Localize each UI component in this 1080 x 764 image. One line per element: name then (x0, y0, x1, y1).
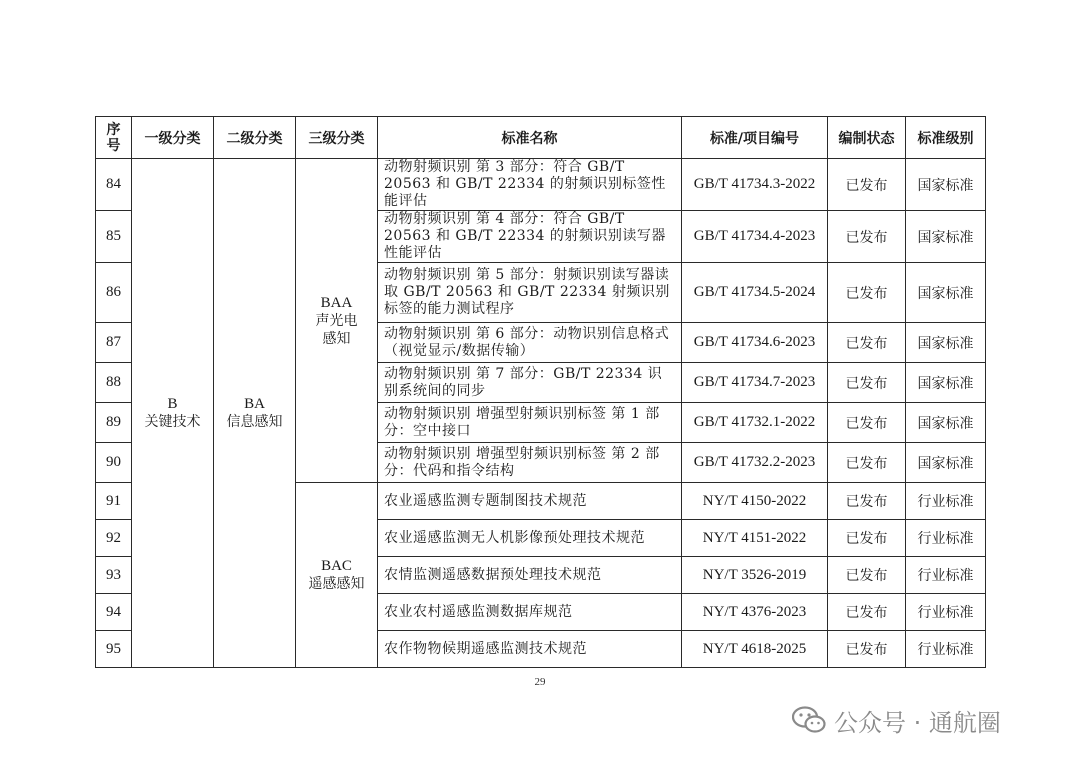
watermark-text: 公众号 · 通航圈 (834, 708, 1001, 737)
row-seq: 84 (96, 159, 132, 211)
row-seq: 94 (96, 594, 132, 631)
row-grade: 国家标准 (906, 211, 986, 263)
row-standard-name: 农业农村遥感监测数据库规范 (378, 594, 682, 631)
row-grade: 行业标准 (906, 520, 986, 557)
table-header-row (96, 117, 986, 159)
row-seq: 91 (96, 483, 132, 520)
row-grade: 行业标准 (906, 631, 986, 668)
row-status: 已发布 (828, 323, 906, 363)
row-standard-name: 农情监测遥感数据预处理技术规范 (378, 557, 682, 594)
row-status: 已发布 (828, 403, 906, 443)
level3-category-bac-code: BAC (321, 558, 352, 574)
row-seq: 95 (96, 631, 132, 668)
watermark (792, 702, 1001, 738)
standards-table (95, 116, 986, 668)
row-grade: 国家标准 (906, 443, 986, 483)
row-seq: 89 (96, 403, 132, 443)
level2-category-code: BA (244, 396, 265, 412)
row-standard-code: GB/T 41734.7-2023 (682, 363, 828, 403)
row-standard-name: 农作物物候期遥感监测技术规范 (378, 631, 682, 668)
row-grade: 国家标准 (906, 363, 986, 403)
row-standard-code: GB/T 41734.3-2022 (682, 159, 828, 211)
row-standard-name: 动物射频识别 第 3 部分：符合 GB/T 20563 和 GB/T 22334 的射频识别标签性能评估 (378, 159, 682, 211)
header-level1: 一级分类 (132, 117, 214, 159)
row-grade: 国家标准 (906, 263, 986, 323)
header-seq-part: 序 (106, 121, 121, 138)
row-standard-name: 动物射频识别 第 5 部分：射频识别读写器读取 GB/T 20563 和 GB/T 22334 射频识别标签的能力测试程序 (378, 263, 682, 323)
row-status: 已发布 (828, 483, 906, 520)
level1-category (132, 159, 214, 668)
row-standard-name: 农业遥感监测专题制图技术规范 (378, 483, 682, 520)
table-body (96, 159, 986, 668)
row-seq: 92 (96, 520, 132, 557)
row-standard-name: 农业遥感监测无人机影像预处理技术规范 (378, 520, 682, 557)
row-grade: 国家标准 (906, 159, 986, 211)
header-level2: 二级分类 (214, 117, 296, 159)
header-standard-code: 标准/项目编号 (682, 117, 828, 159)
table-row (96, 159, 986, 211)
row-grade: 行业标准 (906, 594, 986, 631)
row-standard-code: GB/T 41732.1-2022 (682, 403, 828, 443)
row-seq: 87 (96, 323, 132, 363)
row-status: 已发布 (828, 159, 906, 211)
row-status: 已发布 (828, 363, 906, 403)
row-standard-name: 动物射频识别 第 6 部分：动物识别信息格式（视觉显示/数据传输） (378, 323, 682, 363)
level1-category-code: B (167, 396, 178, 412)
row-status: 已发布 (828, 211, 906, 263)
level3-category-baa-label: 感知 (322, 330, 351, 347)
level3-category-bac (296, 483, 378, 668)
row-grade: 行业标准 (906, 483, 986, 520)
header-level3: 三级分类 (296, 117, 378, 159)
level2-category-label: 信息感知 (226, 414, 283, 430)
level3-category-baa (296, 159, 378, 483)
row-standard-code: NY/T 4376-2023 (682, 594, 828, 631)
header-seq (96, 117, 132, 159)
row-standard-code: NY/T 4150-2022 (682, 483, 828, 520)
row-grade: 国家标准 (906, 323, 986, 363)
header-grade: 标准级别 (906, 117, 986, 159)
row-grade: 行业标准 (906, 557, 986, 594)
row-standard-code: GB/T 41734.4-2023 (682, 211, 828, 263)
row-status: 已发布 (828, 443, 906, 483)
row-standard-code: NY/T 3526-2019 (682, 557, 828, 594)
level3-category-bac-label: 遥感感知 (308, 576, 365, 592)
row-seq: 86 (96, 263, 132, 323)
row-standard-code: NY/T 4618-2025 (682, 631, 828, 668)
row-standard-code: GB/T 41734.5-2024 (682, 263, 828, 323)
header-standard-name: 标准名称 (378, 117, 682, 159)
wechat-icon (792, 706, 826, 734)
level2-category (214, 159, 296, 668)
level1-category-label: 关键技术 (144, 414, 201, 430)
level3-category-baa-code: BAA (320, 294, 353, 311)
row-standard-name: 动物射频识别 增强型射频识别标签 第 1 部分：空中接口 (378, 403, 682, 443)
page-number: 29 (534, 676, 546, 688)
row-standard-code: GB/T 41732.2-2023 (682, 443, 828, 483)
row-status: 已发布 (828, 520, 906, 557)
row-status: 已发布 (828, 631, 906, 668)
level3-category-baa-label: 声光电 (315, 312, 358, 329)
header-seq-part: 号 (106, 137, 121, 154)
header-status: 编制状态 (828, 117, 906, 159)
row-seq: 90 (96, 443, 132, 483)
row-standard-name: 动物射频识别 第 7 部分：GB/T 22334 识别系统间的同步 (378, 363, 682, 403)
row-seq: 88 (96, 363, 132, 403)
row-standard-code: NY/T 4151-2022 (682, 520, 828, 557)
row-seq: 85 (96, 211, 132, 263)
row-status: 已发布 (828, 594, 906, 631)
row-standard-code: GB/T 41734.6-2023 (682, 323, 828, 363)
row-seq: 93 (96, 557, 132, 594)
row-standard-name: 动物射频识别 增强型射频识别标签 第 2 部分：代码和指令结构 (378, 443, 682, 483)
row-grade: 国家标准 (906, 403, 986, 443)
row-status: 已发布 (828, 557, 906, 594)
row-status: 已发布 (828, 263, 906, 323)
row-standard-name: 动物射频识别 第 4 部分：符合 GB/T 20563 和 GB/T 22334 的射频识别读写器性能评估 (378, 211, 682, 263)
